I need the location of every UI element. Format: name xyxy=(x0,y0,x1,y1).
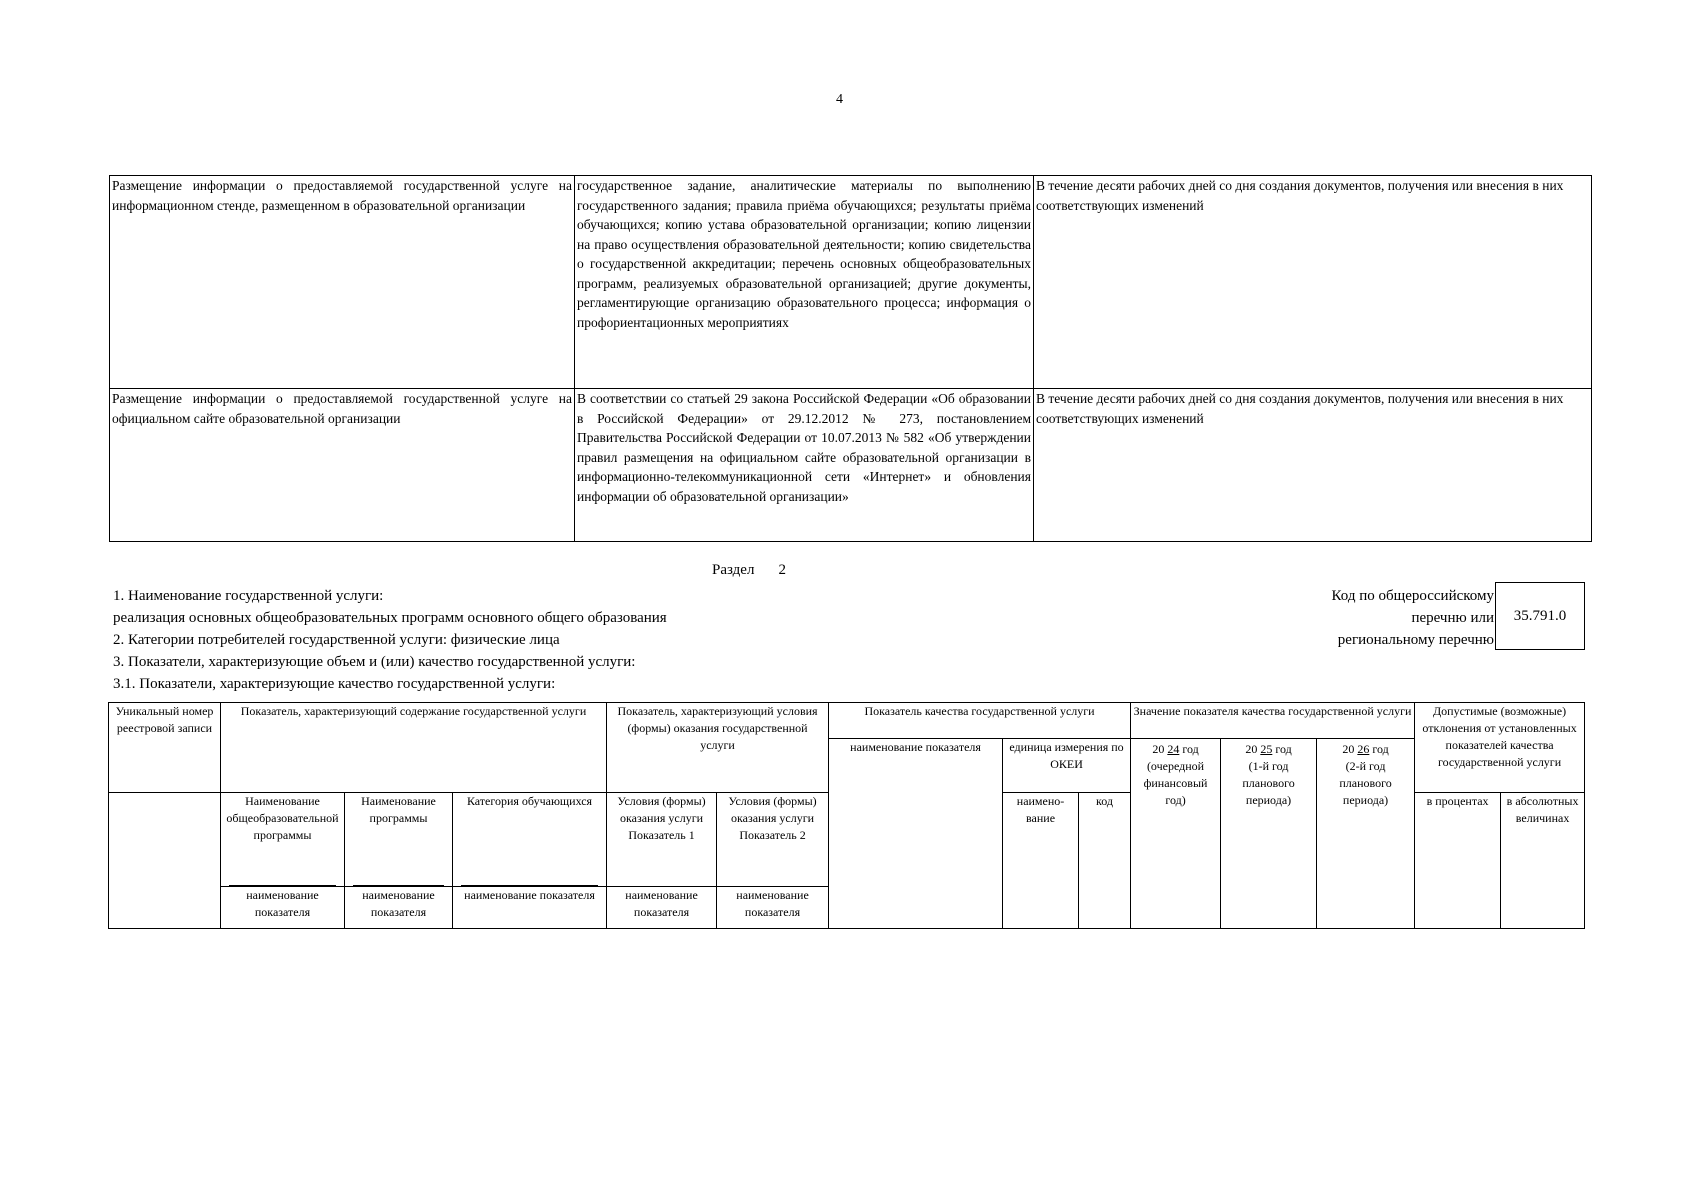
empty-cell xyxy=(109,793,221,929)
quality-indicators-table xyxy=(108,702,1585,929)
header-unit-code: код xyxy=(1079,793,1131,929)
header-year-1: 20 24 год (очередной финансовый год) xyxy=(1131,739,1221,929)
header-quality-indicator: Показатель качества государственной услуги xyxy=(829,703,1131,739)
year-2-note: (1-й год планового периода) xyxy=(1242,759,1295,807)
info-disclosure-table xyxy=(109,175,1592,542)
indicator-name-label: наименование показателя xyxy=(345,887,453,929)
divider xyxy=(229,885,336,886)
header-indicator-value: Значение показателя качества государственной услуги xyxy=(1131,703,1415,739)
indicator-name-label: наименование показателя xyxy=(717,887,829,929)
year-1-note: (очередной финансовый год) xyxy=(1143,759,1208,807)
disclosure-content-cell: государственное задание, аналитические материалы по выполнению государственного задания; правила приёма обучающихся; результаты приёма обучающихся; копию устава образовательной организации; копию лицензии на право осуществления образовательной деятельности; копию свидетельства о государственной аккредитации; перечень основных общеобразовательных программ, реализуемых образовательной организацией; другие документы, регламентирующие организацию образовательного процесса; информация о профориентационных мероприятиях xyxy=(575,176,1034,389)
code-label-line-2: перечню или xyxy=(1411,610,1494,626)
table-row xyxy=(109,703,1585,739)
header-year-3: 20 26 год (2-й год планового периода) xyxy=(1317,739,1415,929)
service-name-value: реализация основных общеобразовательных программ основного общего образования xyxy=(113,610,667,626)
header-content-indicator: Показатель, характеризующий содержание государственной услуги xyxy=(221,703,607,793)
code-label-line-1: Код по общероссийскому xyxy=(1331,588,1494,604)
year-3-note: (2-й год планового периода) xyxy=(1339,759,1392,807)
section-number: 2 xyxy=(778,562,786,578)
quality-indicators-heading: 3.1. Показатели, характеризующие качество государственной услуги: xyxy=(113,676,556,692)
header-allowed-deviation: Допустимые (возможные) отклонения от установленных показателей качества государственной услуги xyxy=(1415,703,1585,793)
divider xyxy=(353,885,444,886)
header-deviation-percent: в процентах xyxy=(1415,793,1501,929)
table-row xyxy=(110,389,1592,542)
header-condition-1: Условия (формы) оказания услуги Показатель 1 xyxy=(607,793,717,887)
header-program-name: Наименование программы xyxy=(345,793,453,887)
section-label: Раздел xyxy=(712,562,755,578)
disclosure-frequency-cell: В течение десяти рабочих дней со дня создания документов, получения или внесения в них соответствующих изменений xyxy=(1034,176,1592,389)
indicator-name-label: наименование показателя xyxy=(607,887,717,929)
header-conditions-indicator: Показатель, характеризующий условия (формы) оказания государственной услуги xyxy=(607,703,829,793)
indicators-heading: 3. Показатели, характеризующие объем и (или) качество государственной услуги: xyxy=(113,654,636,670)
page-number: 4 xyxy=(836,92,843,107)
indicator-name-label: наименование показателя xyxy=(221,887,345,929)
header-condition-2: Условия (формы) оказания услуги Показатель 2 xyxy=(717,793,829,887)
registry-code-box: 35.791.0 xyxy=(1495,582,1585,650)
service-name-label: 1. Наименование государственной услуги: xyxy=(113,588,384,604)
table-row xyxy=(110,176,1592,389)
disclosure-method-cell: Размещение информации о предоставляемой государственной услуге на информационном стенде, размещенном в образовательной организации xyxy=(110,176,575,389)
header-educational-program: Наименование общеобразовательной программы xyxy=(221,793,345,887)
disclosure-method-cell: Размещение информации о предоставляемой государственной услуге на официальном сайте образовательной организации xyxy=(110,389,575,542)
section-title xyxy=(712,562,786,579)
disclosure-frequency-cell: В течение десяти рабочих дней со дня создания документов, получения или внесения в них соответствующих изменений xyxy=(1034,389,1592,542)
header-unit-name: наимено-вание xyxy=(1003,793,1079,929)
year-2-value: 25 xyxy=(1260,742,1273,756)
year-1-value: 24 xyxy=(1167,742,1180,756)
header-unique-number: Уникальный номер реестровой записи xyxy=(109,703,221,793)
code-label-line-3: региональному перечню xyxy=(1337,632,1494,648)
consumer-category: 2. Категории потребителей государственной услуги: физические лица xyxy=(113,632,560,648)
disclosure-content-cell: В соответствии со статьей 29 закона Российской Федерации «Об образовании в Российской Федерации» от 29.12.2012 № 273, постановлением Правительства Российской Федерации от 10.07.2013 № 582 «Об утверждении правил размещения на официальном сайте образовательной организации в информационно-телекоммуникационной сети «Интернет» и обновления информации об образовательной организации» xyxy=(575,389,1034,542)
year-3-value: 26 xyxy=(1357,742,1370,756)
header-student-category: Категория обучающихся xyxy=(453,793,607,887)
divider xyxy=(461,885,598,886)
header-year-2: 20 25 год (1-й год планового периода) xyxy=(1221,739,1317,929)
header-unit: единица измерения по ОКЕИ xyxy=(1003,739,1131,793)
header-deviation-absolute: в абсолютных величинах xyxy=(1501,793,1585,929)
header-indicator-name: наименование показателя xyxy=(829,739,1003,929)
indicator-name-label: наименование показателя xyxy=(453,887,607,929)
